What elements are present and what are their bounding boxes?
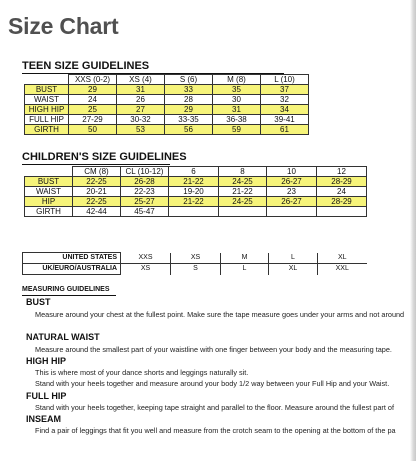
children-col-header: 8 (219, 167, 267, 177)
teen-row-label: WAIST (25, 95, 69, 105)
children-cell: 26-27 (267, 177, 317, 187)
teen-cell: 33 (165, 85, 213, 95)
children-row-bust (25, 177, 367, 187)
children-cell (169, 207, 219, 217)
teen-cell: 61 (261, 125, 309, 135)
teen-cell: 28 (165, 95, 213, 105)
children-cell: 26-27 (267, 197, 317, 207)
measure-term-high-hip: HIGH HIP (26, 356, 67, 366)
conversion-cell: XL (318, 253, 367, 264)
teen-col-header: S (6) (165, 75, 213, 85)
children-cell: 26-28 (121, 177, 169, 187)
children-col-header: 10 (267, 167, 317, 177)
measure-text: Measure around the smallest part of your waistline with one finger between your body and the measuring tape. (35, 345, 392, 354)
measure-text: Stand with your heels together, keeping tape straight and parallel to the floor. Measure around the fullest part of (35, 403, 394, 412)
children-col-header: CL (10-12) (121, 167, 169, 177)
children-title-underline (22, 164, 170, 165)
measure-text: Find a pair of leggings that fit you well and measure from the crotch seam to the opening at the bottom of the pa (35, 426, 396, 435)
teen-cell: 39-41 (261, 115, 309, 125)
measure-text: Measure around your chest at the fullest point. Make sure the tape measure goes under your arms and not around (35, 310, 405, 319)
teen-row-bust (25, 85, 309, 95)
conversion-row-label: UK/EURO/AUSTRALIA (23, 264, 121, 275)
conversion-cell: S (171, 264, 221, 275)
children-col-header: CM (8) (73, 167, 121, 177)
conversion-row-label: UNITED STATES (23, 253, 121, 264)
measuring-guidelines-title: MEASURING GUIDELINES (22, 286, 110, 293)
teen-section-title: TEEN SIZE GUIDELINES (22, 60, 150, 72)
children-cell: 21-22 (219, 187, 267, 197)
teen-row-waist (25, 95, 309, 105)
children-row-label: GIRTH (25, 207, 73, 217)
teen-cell: 53 (117, 125, 165, 135)
teen-cell: 35 (213, 85, 261, 95)
teen-size-table (24, 74, 309, 135)
children-cell: 19-20 (169, 187, 219, 197)
teen-cell: 24 (69, 95, 117, 105)
children-col-header: 6 (169, 167, 219, 177)
teen-row-label: GIRTH (25, 125, 69, 135)
children-corner-cell (25, 167, 73, 177)
children-cell: 22-25 (73, 197, 121, 207)
children-cell: 21-22 (169, 177, 219, 187)
teen-corner-cell (25, 75, 69, 85)
children-cell: 28-29 (317, 177, 367, 187)
conversion-cell: M (221, 253, 269, 264)
children-cell: 23 (267, 187, 317, 197)
children-section-title: CHILDREN'S SIZE GUIDELINES (22, 151, 187, 163)
children-col-header: 12 (317, 167, 367, 177)
teen-cell: 30 (213, 95, 261, 105)
conversion-cell: XS (140, 265, 151, 273)
size-conversion-table (22, 252, 367, 275)
measuring-title-underline (22, 295, 116, 296)
teen-cell: 29 (69, 85, 117, 95)
measure-text: This is where most of your dance shorts and leggings naturally sit. (35, 368, 249, 377)
children-cell: 45-47 (121, 207, 169, 217)
teen-cell: 34 (261, 105, 309, 115)
children-row-girth (25, 207, 367, 217)
children-row-waist (25, 187, 367, 197)
teen-cell: 50 (69, 125, 117, 135)
children-cell: 22-25 (73, 177, 121, 187)
children-cell (317, 207, 367, 217)
teen-cell: 31 (117, 85, 165, 95)
measure-term-natural-waist: NATURAL WAIST (26, 332, 100, 342)
conversion-cell: XXS (121, 253, 171, 264)
measure-term-bust: BUST (26, 297, 51, 307)
conversion-cell: XXL (318, 264, 367, 275)
teen-row-girth (25, 125, 309, 135)
teen-cell: 27-29 (69, 115, 117, 125)
children-size-table (24, 166, 367, 217)
conversion-row-uk-euro-australia (23, 264, 367, 275)
teen-row-label: BUST (25, 85, 69, 95)
children-row-label: HIP (25, 197, 73, 207)
teen-row-label: HIGH HIP (25, 105, 69, 115)
conversion-row-us (23, 253, 367, 264)
teen-cell: 26 (117, 95, 165, 105)
children-row-label: BUST (25, 177, 73, 187)
teen-row-high-hip (25, 105, 309, 115)
children-cell (219, 207, 267, 217)
children-header-row (25, 167, 367, 177)
teen-col-header: XXS (0-2) (69, 75, 117, 85)
page-edge-shadow (410, 0, 416, 461)
teen-cell: 36-38 (213, 115, 261, 125)
teen-cell: 25 (69, 105, 117, 115)
measure-text: Stand with your heels together and measure around your body 1/2 way between your Full Hip and your Waist. (35, 379, 390, 388)
teen-cell: 31 (213, 105, 261, 115)
children-cell: 42-44 (73, 207, 121, 217)
measure-term-inseam: INSEAM (26, 414, 62, 424)
teen-cell: 30-32 (117, 115, 165, 125)
teen-cell: 56 (165, 125, 213, 135)
teen-col-header: XS (4) (117, 75, 165, 85)
children-row-label: WAIST (25, 187, 73, 197)
teen-cell: 33-35 (165, 115, 213, 125)
teen-row-label: FULL HIP (25, 115, 69, 125)
teen-cell: 27 (117, 105, 165, 115)
children-cell: 24-25 (219, 177, 267, 187)
teen-cell: 37 (261, 85, 309, 95)
children-cell: 21-22 (169, 197, 219, 207)
conversion-cell: L (269, 253, 318, 264)
teen-col-header: L (10) (261, 75, 309, 85)
teen-cell: 59 (213, 125, 261, 135)
teen-header-row (25, 75, 309, 85)
children-cell: 22-23 (121, 187, 169, 197)
children-cell: 24 (317, 187, 367, 197)
children-cell (267, 207, 317, 217)
conversion-cell: XS (171, 253, 221, 264)
children-cell: 28-29 (317, 197, 367, 207)
teen-col-header: M (8) (213, 75, 261, 85)
children-cell: 24-25 (219, 197, 267, 207)
teen-cell: 32 (261, 95, 309, 105)
conversion-cell: XL (269, 264, 318, 275)
children-cell: 25-27 (121, 197, 169, 207)
conversion-cell: L (221, 264, 269, 275)
measure-term-full-hip: FULL HIP (26, 391, 67, 401)
children-row-hip (25, 197, 367, 207)
children-cell: 20-21 (73, 187, 121, 197)
page-title: Size Chart (8, 13, 119, 39)
teen-row-full-hip (25, 115, 309, 125)
teen-cell: 29 (165, 105, 213, 115)
